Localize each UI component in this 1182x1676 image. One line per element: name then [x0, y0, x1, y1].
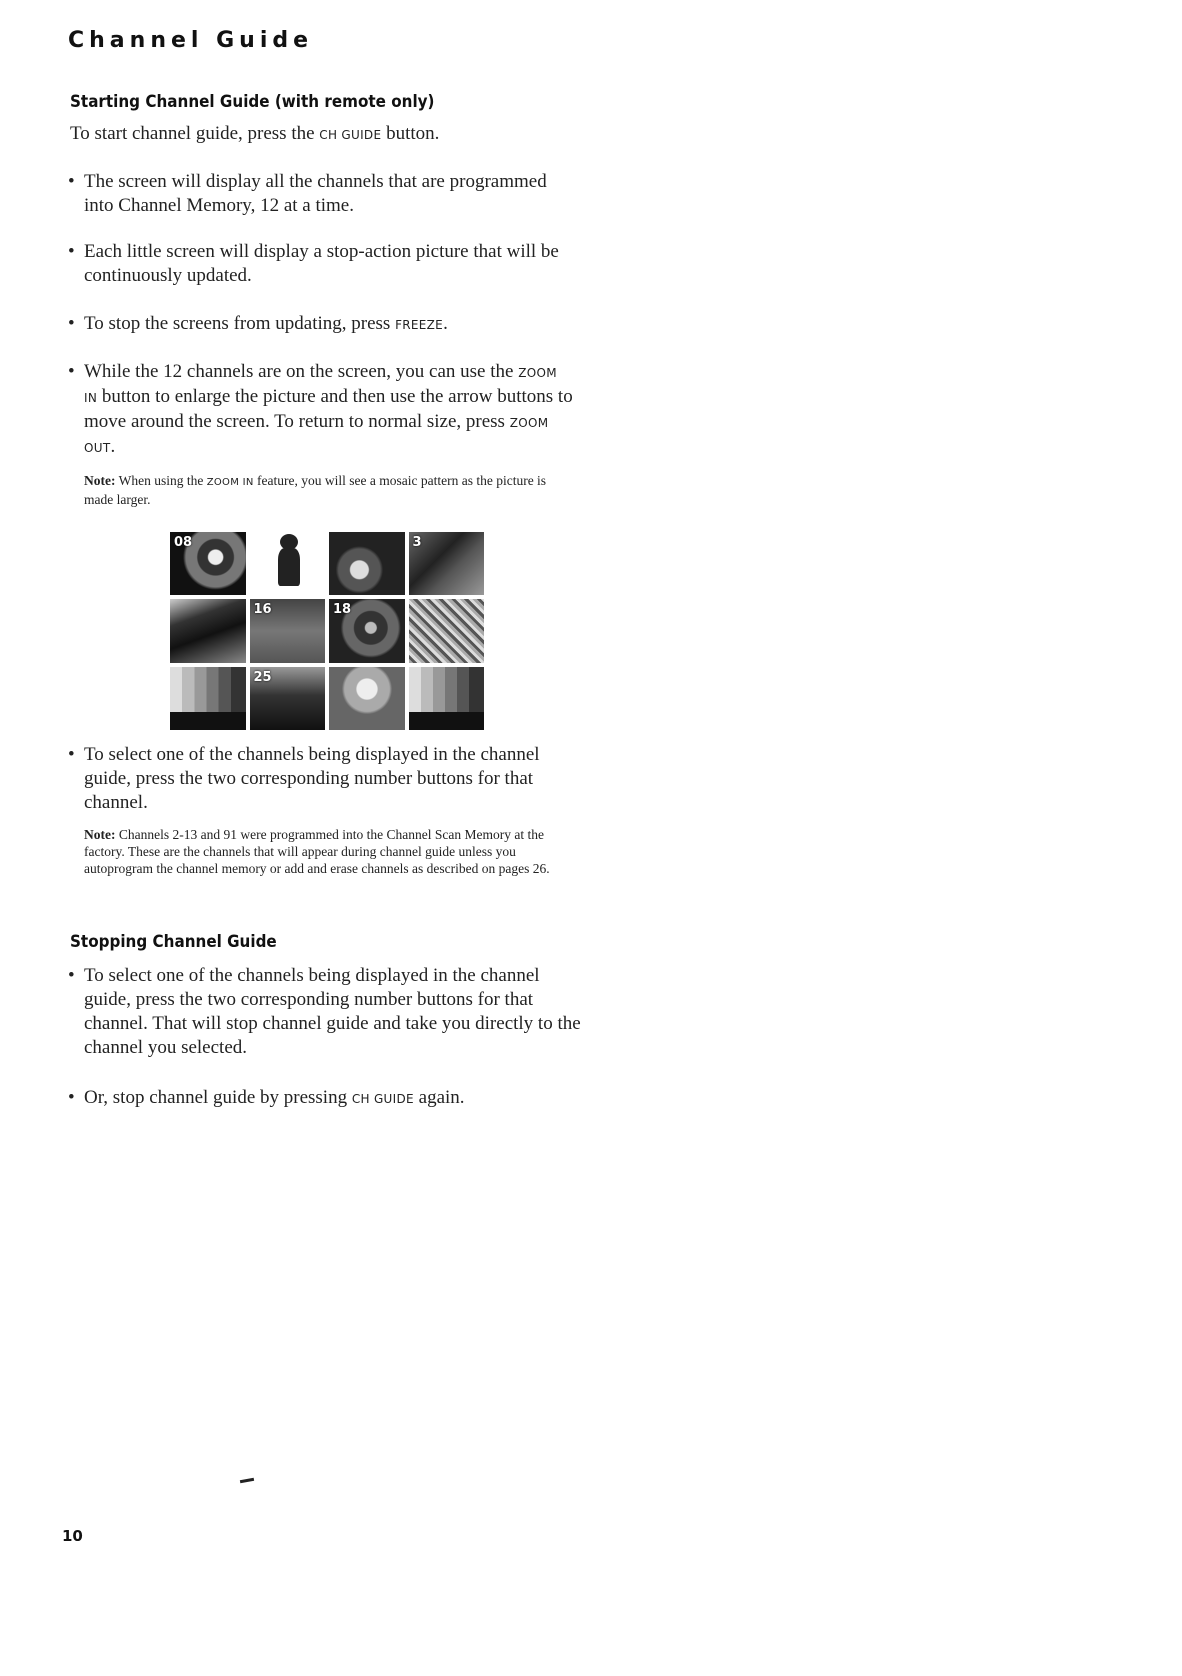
- section-heading-stopping: Stopping Channel Guide: [70, 932, 277, 951]
- note-channel-scan-text: Channels 2-13 and 91 were programmed into the Channel Scan Memory at the factory. These are the channels that will appear during channel guide unless you autoprogram the channel memory or add and erase channels as described on pages 26.: [84, 827, 550, 876]
- bullet-select-channel: • To select one of the channels being displayed in the channel guide, press the two corresponding number buttons for that channel.: [68, 743, 554, 815]
- note-channel-scan: [84, 826, 554, 877]
- zoom-text-post: .: [110, 436, 116, 457]
- intro-text-pre: To start channel guide, press the: [70, 123, 320, 144]
- channel-tile: [170, 532, 246, 595]
- channel-tile: [170, 667, 246, 730]
- stray-mark: [240, 1478, 254, 1483]
- zoom-text-mid: button to enlarge the picture and then use the arrow buttons to move around the screen. To return to normal size, press: [84, 386, 573, 432]
- channel-tile: [250, 599, 326, 662]
- zoom-text-pre: While the 12 channels are on the screen, you can use the: [84, 361, 519, 382]
- note-zoom: [84, 472, 564, 508]
- freeze-text-pre: To stop the screens from updating, press: [84, 313, 396, 334]
- channel-number: 3: [412, 535, 422, 550]
- zoom-in-key: ZOOM IN: [84, 366, 557, 405]
- intro-text-post: button.: [381, 123, 440, 144]
- page-title: Channel Guide: [68, 28, 314, 53]
- color-bar-strip: [170, 712, 246, 730]
- channel-number: 16: [253, 602, 272, 618]
- note-label: Note:: [84, 473, 116, 488]
- channel-number: 08: [174, 535, 193, 550]
- intro-paragraph: [70, 122, 590, 147]
- ch-guide-key: CH GUIDE: [351, 1092, 414, 1106]
- channel-tile: [409, 599, 485, 662]
- note-label: Note:: [84, 827, 116, 842]
- channel-number: 18: [333, 602, 352, 618]
- note-zoom-pre: When using the: [115, 473, 207, 488]
- note-zoom-key: ZOOM IN: [206, 477, 254, 488]
- bullet-stop-by-select: • To select one of the channels being displayed in the channel guide, press the two corresponding number buttons for that channel. That will stop channel guide and take you directly to the channel you selected.: [68, 964, 584, 1060]
- bullet-stop-by-ch-guide: [68, 1086, 584, 1111]
- section-heading-starting: Starting Channel Guide (with remote only): [70, 92, 435, 111]
- channel-tile: [329, 532, 405, 595]
- channel-tile: [329, 599, 405, 662]
- channel-guide-image: [170, 532, 484, 730]
- bullet-zoom: [68, 360, 574, 460]
- color-bar-strip: [409, 712, 485, 730]
- bullet-freeze: [68, 312, 554, 337]
- zoom-out-key: ZOOM OUT: [84, 416, 549, 455]
- figure-body: [278, 548, 300, 586]
- channel-tile: [409, 667, 485, 730]
- channel-tile: [329, 667, 405, 730]
- stop-text-post: again.: [413, 1087, 465, 1108]
- channel-tile: [250, 532, 326, 595]
- note-zoom-post: feature, you will see a mosaic pattern as the picture is made larger.: [84, 473, 547, 507]
- stop-text-pre: Or, stop channel guide by pressing: [84, 1087, 352, 1108]
- channel-tile: [409, 532, 485, 595]
- channel-tile: [170, 599, 246, 662]
- page-number: 10: [62, 1527, 83, 1545]
- freeze-key: FREEZE: [395, 318, 444, 332]
- bullet-display-channels: • The screen will display all the channels that are programmed into Channel Memory, 12 at a time.: [68, 170, 554, 218]
- channel-number: 25: [253, 669, 272, 685]
- ch-guide-key: CH GUIDE: [319, 128, 382, 142]
- channel-tile: [250, 667, 326, 730]
- bullet-stop-action: • Each little screen will display a stop-action picture that will be continuously updated.: [68, 240, 564, 288]
- freeze-text-post: .: [443, 313, 448, 334]
